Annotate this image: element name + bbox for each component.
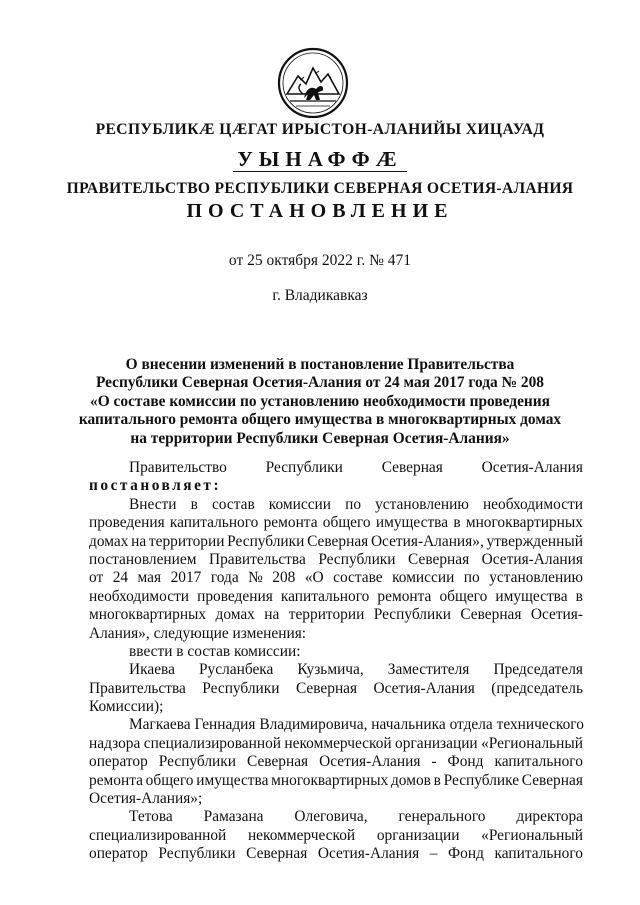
body-line <box>89 735 583 753</box>
body-word: Северная <box>247 753 309 771</box>
body-word: утвержденный <box>486 532 583 550</box>
body-word: общего <box>145 771 194 789</box>
body-line <box>89 716 583 734</box>
body-word: имущества <box>196 771 269 789</box>
body-word: Рамазана <box>203 808 264 826</box>
body-word: Республики <box>158 753 237 771</box>
body-line <box>89 680 583 698</box>
body-word: Северная <box>295 679 358 697</box>
body-word: на <box>131 532 147 550</box>
body-word: состав <box>211 495 255 513</box>
body-line <box>89 477 583 495</box>
body-word: директора <box>516 808 583 826</box>
body-text: Магкаева Геннадия Владимировича, начальника отдела технического <box>129 716 584 734</box>
body-word: - <box>431 753 437 771</box>
body-word: «Региональный <box>481 826 583 844</box>
body-word: Северная <box>460 606 522 624</box>
decree-title <box>60 356 580 448</box>
body-line <box>89 551 583 569</box>
body-word: Северная <box>381 459 443 476</box>
government-header-russian: ПРАВИТЕЛЬСТВО РЕСПУБЛИКИ СЕВЕРНАЯ ОСЕТИЯ-АЛАНИЯ <box>66 180 574 197</box>
body-word: Северная <box>307 532 369 550</box>
body-word: территории <box>148 532 225 550</box>
body-word: ремонта <box>377 587 432 605</box>
body-word: Республики <box>318 550 396 568</box>
body-line <box>89 753 583 771</box>
body-word: Правительства <box>89 679 186 697</box>
body-word: надзора <box>89 734 141 752</box>
body-word: некоммерческой <box>284 734 392 752</box>
coat-of-arms-emblem <box>276 46 350 120</box>
body-word: Русланбека <box>198 661 274 679</box>
decree-title-line: капитального ремонта общего имущества в многоквартирных домах <box>78 411 562 429</box>
body-word: в <box>453 514 461 532</box>
body-line <box>89 588 583 606</box>
body-word: Республики <box>158 845 236 863</box>
body-word: специализированной <box>89 826 227 844</box>
body-line <box>89 790 583 808</box>
body-word: многоквартирных <box>271 771 389 789</box>
body-word: специализированной <box>143 734 281 752</box>
body-word: некоммерческой <box>247 826 356 844</box>
body-word: в <box>433 771 441 789</box>
body-word: Северная <box>408 550 470 568</box>
body-word: по <box>463 569 480 587</box>
body-word: Осетия-Алания <box>319 753 421 771</box>
decree-title-line: О внесении изменений в постановление Правительства <box>125 356 515 373</box>
body-word: Республики <box>202 679 280 697</box>
decree-body <box>89 459 583 864</box>
body-word: 24 <box>112 569 129 587</box>
decree-title-line: на территории Республики Северная Осетия-Алания» <box>130 429 510 447</box>
body-word: Осетия- <box>530 606 583 624</box>
body-word: Правительства <box>208 550 306 568</box>
body-word: Республики <box>265 459 343 476</box>
body-line <box>89 496 583 514</box>
body-word: Республики <box>227 532 305 550</box>
body-word: организации <box>395 734 478 752</box>
body-word: оператор <box>89 845 148 863</box>
body-word: организации <box>376 826 460 844</box>
body-word: установлению <box>375 495 469 513</box>
body-word: в <box>190 495 198 513</box>
body-word: Республики <box>373 606 451 624</box>
body-line <box>89 569 583 587</box>
body-word: 2017 <box>170 569 202 587</box>
body-word: ремонта <box>263 514 318 532</box>
body-word: ремонта <box>89 771 143 789</box>
body-word: «Региональный <box>481 734 583 752</box>
body-word: Внести <box>129 495 177 513</box>
body-word: многоквартирных <box>465 514 583 532</box>
body-line <box>89 698 583 716</box>
body-word: – <box>429 845 438 863</box>
body-word: постановлением <box>89 550 197 568</box>
body-line <box>89 808 583 826</box>
body-word: Северная <box>521 771 583 789</box>
body-word: мая <box>137 569 162 587</box>
body-word: домах <box>215 606 255 624</box>
body-word: проведения <box>89 514 165 532</box>
body-word: капитального <box>494 753 583 771</box>
body-word: домах <box>89 532 129 550</box>
body-line <box>89 514 583 532</box>
body-word: Кузьмича, <box>297 661 364 679</box>
body-line <box>89 606 583 624</box>
decree-heading-ossetic: УЫНАФФӔ <box>60 147 580 172</box>
body-word: Икаева <box>129 661 175 679</box>
body-word: Фонд <box>447 753 484 771</box>
body-word: Тетова <box>129 808 173 826</box>
body-word: Олеговича, <box>294 808 368 826</box>
body-text: Алания», следующие изменения: <box>89 624 307 642</box>
body-word: № <box>248 569 263 587</box>
body-line <box>89 643 583 661</box>
body-word: территории <box>288 606 365 624</box>
body-word: установлению <box>489 569 583 587</box>
body-word: составе <box>333 569 383 587</box>
body-line <box>89 661 583 679</box>
body-text: постановляет: <box>89 477 222 495</box>
body-word: Председателя <box>493 661 583 679</box>
body-word: Осетия-Алания <box>481 459 583 476</box>
body-line <box>89 625 583 643</box>
body-word: Фонд <box>448 845 484 863</box>
body-word: комиссии <box>268 495 332 513</box>
body-word: «О <box>304 569 324 587</box>
decree-title-line: «О составе комиссии по установлению необходимости проведения <box>90 392 550 410</box>
body-word: 208 <box>272 569 296 587</box>
body-line <box>89 845 583 863</box>
body-word: имущества <box>495 587 568 605</box>
decree-title-line: Республики Северная Осетия-Алания от 24 мая 2017 года № 208 <box>95 374 545 392</box>
body-word: Заместителя <box>387 661 470 679</box>
body-line <box>89 533 583 551</box>
body-word: (председатель <box>491 679 583 697</box>
body-word: капитального <box>494 845 583 863</box>
body-word: Осетия-Алания», <box>370 532 484 550</box>
body-word: проведения <box>197 587 273 605</box>
body-word: необходимости <box>89 587 190 605</box>
body-word: Осетия-Алания <box>373 679 475 697</box>
body-line <box>89 772 583 790</box>
body-text: Комиссии); <box>89 698 164 716</box>
body-word: на <box>264 606 280 624</box>
body-word: имущества <box>375 514 449 532</box>
body-word: Осетия-Алания <box>317 845 420 863</box>
body-word: общего <box>439 587 488 605</box>
body-word: домов <box>390 771 431 789</box>
body-word: генерального <box>398 808 486 826</box>
body-word: по <box>345 495 362 513</box>
body-word: Северная <box>246 845 308 863</box>
body-word: общего <box>322 514 371 532</box>
body-word: комиссии <box>392 569 455 587</box>
body-word: в <box>575 587 583 605</box>
body-line <box>89 827 583 845</box>
decree-date-number: от 25 октября 2022 г. № 471 <box>228 252 412 269</box>
body-text: Осетия-Алания»; <box>89 790 203 808</box>
republic-header-ossetic: РЕСПУБЛИКӔ ЦӔГАТ ИРЫСТОН-АЛАНИЙЫ ХИЦАУАД <box>95 121 545 138</box>
body-text: ввести в состав комиссии: <box>129 642 301 660</box>
body-word: года <box>210 569 239 587</box>
body-line <box>89 459 583 477</box>
decree-city: г. Владикавказ <box>272 287 368 304</box>
body-word: многоквартирных <box>89 606 207 624</box>
body-word: Правительство <box>129 459 227 476</box>
body-word: капитального <box>280 587 370 605</box>
body-word: Осетия-Алания <box>481 550 583 568</box>
body-word: капитального <box>169 514 259 532</box>
body-word: от <box>89 569 104 587</box>
body-word: необходимости <box>482 495 583 513</box>
body-word: Республике <box>443 771 520 789</box>
decree-heading-russian: ПОСТАНОВЛЕНИЕ <box>186 200 454 222</box>
body-word: оператор <box>89 753 148 771</box>
